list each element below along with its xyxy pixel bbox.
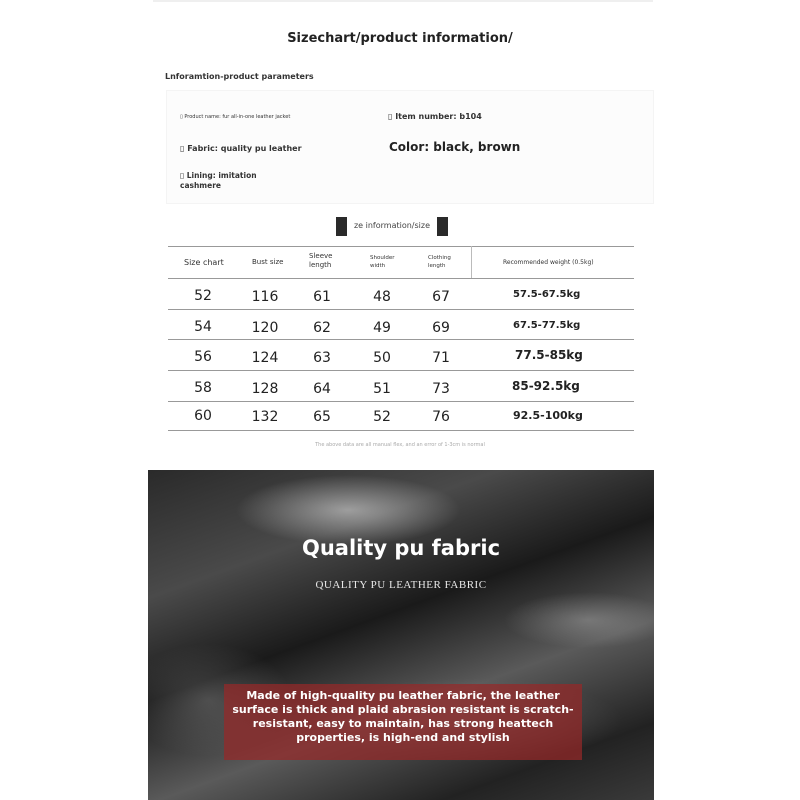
top-divider [153,0,653,2]
cell-sleeve: 62 [313,320,331,336]
cell-sleeve: 64 [313,381,331,397]
cell-sleeve: 61 [313,289,331,305]
size-info-title: ze information/size [353,221,431,230]
row-divider [168,401,634,402]
cell-clothing: 67 [432,289,450,305]
cell-shoulder: 52 [373,409,391,425]
fabric-info: ▯ Fabric: quality pu leather [180,144,302,153]
header-clothing: Clothing length [428,255,451,269]
row-divider [168,339,634,340]
row-divider [168,370,634,371]
table-bottom-line [168,430,634,431]
fabric-description-box [224,684,582,760]
cell-size: 52 [194,288,212,304]
cell-bust: 128 [251,381,279,397]
cell-weight: 57.5-67.5kg [513,289,581,300]
cell-weight: 67.5-77.5kg [513,320,581,331]
cell-shoulder: 51 [373,381,391,397]
cell-weight: 77.5-85kg [515,348,583,362]
cell-size: 60 [194,408,212,424]
cell-size: 56 [194,349,212,365]
cell-weight: 92.5-100kg [513,409,583,422]
cell-bust: 120 [251,320,279,336]
cell-bust: 116 [251,289,279,305]
cell-clothing: 73 [432,381,450,397]
cell-shoulder: 50 [373,350,391,366]
cell-bust: 124 [251,350,279,366]
table-header-line [168,278,634,279]
product-name: ▯ Product name: fur all-in-one leather jacket [180,114,291,120]
cell-weight: 85-92.5kg [512,379,580,393]
item-number: ▯ Item number: b104 [388,112,482,121]
header-separator [471,246,472,278]
size-info-header [336,217,448,237]
page-title: Sizechart/product information/ [287,31,513,46]
cell-size: 58 [194,380,212,396]
table-top-line [168,246,634,247]
cell-clothing: 71 [432,350,450,366]
leather-fabric-photo [148,470,654,800]
cell-sleeve: 65 [313,409,331,425]
fabric-subtitle: QUALITY PU LEATHER FABRIC [315,579,487,591]
header-block-left [336,217,347,236]
color-info: Color: black, brown [389,140,521,154]
row-divider [168,309,634,310]
cell-clothing: 69 [432,320,450,336]
header-shoulder: Shoulder width [370,255,395,269]
header-bust: Bust size [252,258,284,266]
header-sleeve: Sleeve length [309,252,333,269]
header-weight: Recommended weight (0.5kg) [503,259,594,266]
cell-size: 54 [194,319,212,335]
header-size: Size chart [184,258,224,267]
header-block-right [437,217,448,236]
fabric-title: Quality pu fabric [301,536,501,560]
lining-info: ▯ Lining: imitation cashmere [180,171,257,190]
cell-shoulder: 49 [373,320,391,336]
measurement-note: The above data are all manual flex, and an error of 1-3cm is normal [315,442,485,448]
cell-sleeve: 63 [313,350,331,366]
cell-bust: 132 [251,409,279,425]
cell-clothing: 76 [432,409,450,425]
fabric-description: Made of high-quality pu leather fabric, the leather surface is thick and plaid abrasion resistant is scratch-resistant, easy to maintain, has strong heattech properties, is high-end and stylish [232,689,574,744]
cell-shoulder: 48 [373,289,391,305]
params-heading: Lnforamtion-product parameters [165,72,314,81]
